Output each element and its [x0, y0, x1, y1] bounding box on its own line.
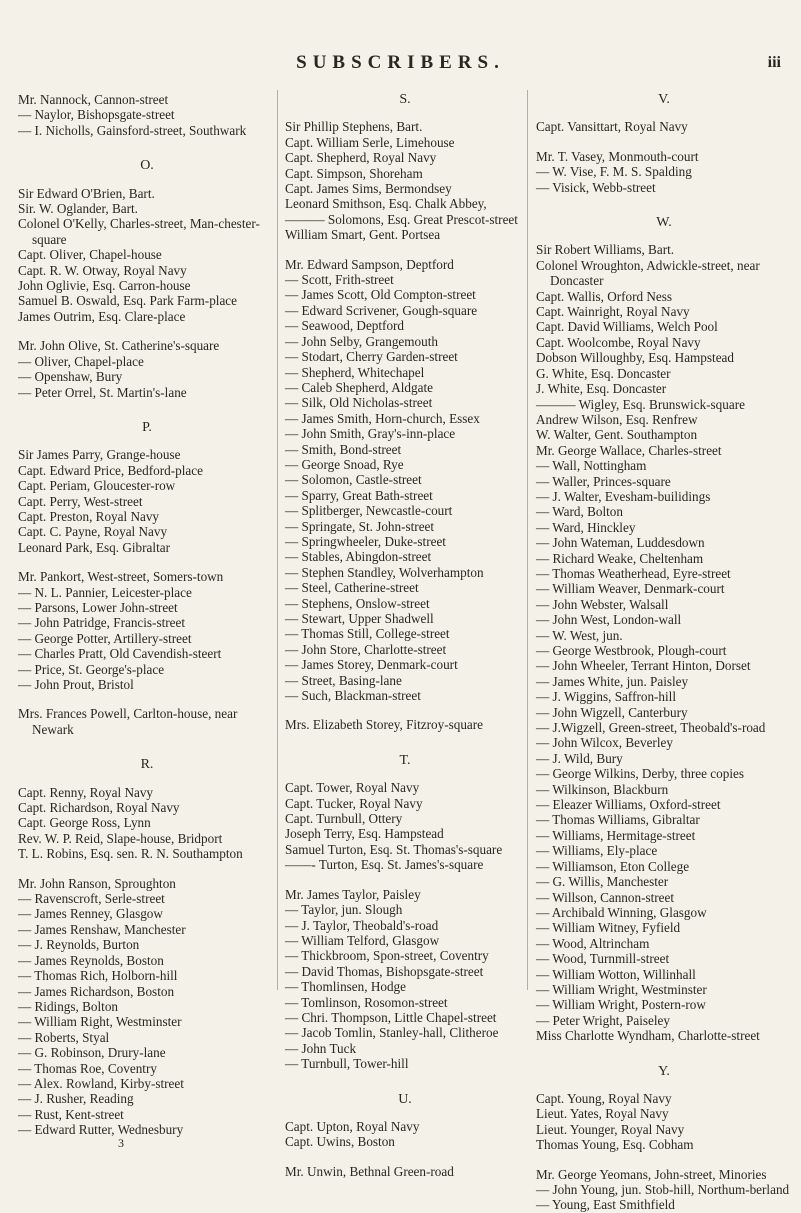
subscriber-entry: — George Snoad, Rye [285, 456, 404, 472]
subscriber-entry: Sir Edward O'Brien, Bart. [18, 185, 155, 201]
subscriber-entry: Capt. William Serle, Limehouse [285, 134, 455, 150]
subscriber-entry: Mrs. Elizabeth Storey, Fitzroy-square [285, 717, 484, 733]
subscriber-entry: — James White, jun. Paisley [536, 673, 689, 689]
subscriber-entry: — J. Taylor, Theobald's-road [285, 917, 439, 933]
subscriber-entry: — Sparry, Great Bath-street [285, 487, 433, 503]
entry-spacer [18, 862, 276, 876]
subscriber-entry: — J.Wigzell, Green-street, Theobald's-road [536, 720, 766, 736]
subscriber-entry: — Solomon, Castle-street [285, 472, 422, 488]
subscriber-entry: Capt. Tucker, Royal Navy [285, 795, 423, 811]
subscriber-entry: — Visick, Webb-street [536, 179, 656, 195]
subscriber-entry: — Taylor, jun. Slough [285, 902, 403, 918]
subscriber-entry: — Caleb Shepherd, Aldgate [285, 379, 433, 395]
subscriber-entry: T. L. Robins, Esq. sen. R. N. Southampton [18, 846, 243, 862]
section-letter: P. [142, 419, 152, 435]
subscriber-entry: — Willson, Cannon-street [536, 889, 675, 905]
subscriber-entry: — Charles Pratt, Old Cavendish-steert [18, 646, 222, 662]
subscriber-entry: — John Wheeler, Terrant Hinton, Dorset [536, 658, 751, 674]
subscriber-entry: — W. West, jun. [536, 627, 623, 643]
column-divider [277, 90, 278, 990]
entry-spacer [536, 1153, 792, 1167]
subscriber-entry: Capt. David Williams, Welch Pool [536, 319, 718, 335]
subscriber-entry: James Outrim, Esq. Clare-place [18, 308, 186, 324]
entry-spacer [18, 324, 276, 338]
subscriber-entry: — Peter Orrel, St. Martin's-lane [18, 384, 187, 400]
subscriber-entry: — Roberts, Styal [18, 1029, 110, 1045]
subscriber-entry: — Thomas Roe, Coventry [18, 1060, 157, 1076]
subscriber-entry: — John Patridge, Francis-street [18, 615, 186, 631]
page-number: iii [767, 54, 781, 71]
subscriber-entry: Mr. Unwin, Bethnal Green-road [285, 1163, 454, 1179]
subscriber-entry: — George Westbrook, Plough-court [536, 643, 727, 658]
subscriber-entry: — Edward Rutter, Wednesbury [18, 1122, 184, 1138]
subscriber-entry: — Ward, Hinckley [536, 519, 636, 535]
subscriber-entry: Capt. Shepherd, Royal Navy [285, 150, 437, 166]
subscriber-entry: — Stephens, Onslow-street [285, 595, 430, 611]
subscriber-entry: Mr. John Olive, St. Catherine's-square [18, 338, 220, 354]
subscriber-entry: — Wood, Altrincham [536, 935, 650, 951]
subscriber-entry: — J. Wiggins, Saffron-hill [536, 689, 677, 705]
subscriber-entry: — John Selby, Grangemouth [285, 333, 438, 349]
subscriber-entry: — J. Rusher, Reading [18, 1091, 134, 1107]
entry-spacer [285, 1150, 525, 1164]
subscriber-entry: — Scott, Frith-street [285, 272, 394, 288]
entry-spacer [285, 243, 525, 257]
subscriber-entry: J. White, Esq. Doncaster [536, 381, 667, 397]
subscriber-entry: — Splitberger, Newcastle-court [285, 503, 453, 519]
subscriber-entry: Leonard Park, Esq. Gibraltar [18, 539, 170, 555]
subscriber-entry: — William Weaver, Denmark-court [536, 581, 725, 597]
subscriber-entry: Capt. Renny, Royal Navy [18, 784, 154, 800]
subscriber-entry: — Wilkinson, Blackburn [536, 781, 669, 797]
page-header [0, 52, 801, 76]
subscriber-entry: — John Smith, Gray's-inn-place [285, 426, 456, 442]
subscriber-entry: Mr. Nannock, Cannon-street [18, 92, 169, 107]
subscriber-entry: — James Renney, Glasgow [18, 906, 163, 922]
letter-group [285, 1092, 525, 1180]
subscriber-entry: Sir Phillip Stephens, Bart. [285, 119, 423, 135]
subscriber-entry: — Thomas Weatherhead, Eyre-street [536, 565, 731, 581]
subscriber-entry: Samuel Turton, Esq. St. Thomas's-square [285, 841, 503, 857]
subscriber-entry: — John Webster, Walsall [536, 596, 669, 612]
subscriber-entry: Capt. Richardson, Royal Navy [18, 800, 180, 816]
subscriber-entry: — Young, East Smithfield [536, 1197, 675, 1213]
subscriber-entry: William Smart, Gent. Portsea [285, 227, 441, 243]
subscriber-entry: — Naylor, Bishopsgate-street [18, 107, 175, 123]
subscriber-entry: Colonel O'Kelly, Charles-street, Man-chester-square [18, 216, 260, 247]
subscriber-entry: ——- Turton, Esq. St. James's-square [285, 857, 484, 873]
subscriber-entry: — Archibald Winning, Glasgow [536, 904, 707, 920]
subscriber-entry: — Ravenscroft, Serle-street [18, 891, 165, 907]
letter-group [536, 215, 792, 1044]
subscriber-entry: — William Wright, Postern-row [536, 997, 706, 1013]
subscriber-entry: — Peter Wright, Paiseley [536, 1012, 671, 1028]
subscriber-entry: — Such, Blackman-street [285, 688, 421, 704]
subscriber-entry: Sir James Parry, Grange-house [18, 447, 181, 463]
subscriber-entry: — G. Willis, Manchester [536, 874, 669, 890]
subscriber-entry: — Steel, Catherine-street [285, 580, 419, 596]
section-letter: O. [140, 158, 154, 174]
letter-group [18, 92, 276, 138]
signature-mark: 3 [118, 1135, 124, 1150]
letter-group [285, 92, 525, 733]
subscriber-entry: — Wall, Nottingham [536, 458, 647, 474]
subscriber-entry: — John Store, Charlotte-street [285, 641, 447, 657]
subscriber-entry: Capt. Edward Price, Bedford-place [18, 462, 203, 478]
subscriber-entry: Capt. Woolcombe, Royal Navy [536, 334, 701, 350]
subscriber-entry: — Thomas Williams, Gibraltar [536, 812, 700, 828]
subscriber-entry: Capt. Upton, Royal Navy [285, 1118, 420, 1134]
subscriber-entry: Capt. Uwins, Boston [285, 1134, 395, 1150]
subscriber-column-1 [18, 92, 276, 1151]
letter-group [536, 1064, 792, 1213]
subscriber-entry: Mr. Edward Sampson, Deptford [285, 256, 454, 272]
section-letter: S. [399, 92, 411, 107]
subscriber-entry: — Oliver, Chapel-place [18, 353, 144, 369]
subscriber-entry: Dobson Willoughby, Esq. Hampstead [536, 350, 734, 366]
subscriber-entry: Samuel B. Oswald, Esq. Park Farm-place [18, 293, 238, 309]
subscriber-entry: — Richard Weake, Cheltenham [536, 550, 704, 566]
subscriber-entry: — Williams, Ely-place [536, 843, 658, 859]
subscriber-entry: W. Walter, Gent. Southampton [536, 427, 698, 443]
letter-group [536, 92, 792, 195]
subscriber-entry: — Alex. Rowland, Kirby-street [18, 1075, 184, 1091]
subscriber-entry: Capt. Tower, Royal Navy [285, 780, 420, 796]
subscriber-entry: Lieut. Yates, Royal Navy [536, 1106, 669, 1122]
subscriber-entry: — James Reynolds, Boston [18, 952, 164, 968]
subscriber-entry: Mr. Pankort, West-street, Somers-town [18, 569, 224, 585]
subscriber-entry: — Tomlinson, Rosomon-street [285, 994, 448, 1010]
subscriber-entry: — Williams, Hermitage-street [536, 827, 696, 843]
subscriber-entry: — James Richardson, Boston [18, 983, 175, 999]
subscriber-entry: — William Wright, Westminster [536, 981, 707, 997]
subscriber-entry: — Ridings, Bolton [18, 998, 119, 1014]
subscriber-entry: — James Storey, Denmark-court [285, 657, 458, 673]
subscriber-entry: Capt. James Sims, Bermondsey [285, 181, 452, 197]
section-letter: V. [658, 92, 670, 107]
subscriber-entry: — John Wateman, Luddesdown [536, 535, 705, 551]
subscriber-entry: Thomas Young, Esq. Cobham [536, 1137, 694, 1153]
entry-spacer [285, 873, 525, 887]
subscriber-entry: Capt. Simpson, Shoreham [285, 165, 423, 181]
subscriber-entry: — Springate, St. John-street [285, 518, 435, 534]
subscriber-entry: Capt. Perry, West-street [18, 493, 143, 509]
section-letter: R. [140, 757, 154, 773]
subscriber-entry: — John Young, jun. Stob-hill, Northum-berland [536, 1182, 790, 1197]
subscriber-entry: — Shepherd, Whitechapel [285, 364, 425, 380]
subscriber-entry: Colonel Wroughton, Adwickle-street, near Doncaster [536, 257, 760, 289]
subscriber-entry: — William Right, Westminster [18, 1014, 182, 1030]
entry-spacer [18, 692, 276, 706]
subscriber-entry: — Thomlinsen, Hodge [285, 979, 406, 995]
subscriber-entry: — J. Walter, Evesham-builidings [536, 488, 711, 504]
subscriber-entry: Joseph Terry, Esq. Hampstead [285, 826, 444, 842]
subscriber-entry: Capt. Turnbull, Ottery [285, 811, 403, 827]
subscriber-entry: — Parsons, Lower John-street [18, 599, 178, 615]
subscriber-entry: — David Thomas, Bishopsgate-street [285, 963, 484, 979]
subscriber-entry: — Williamson, Eton College [536, 858, 690, 874]
subscriber-entry: — William Wotton, Willinhall [536, 966, 696, 982]
subscriber-entry: Lieut. Younger, Royal Navy [536, 1121, 685, 1137]
subscriber-entry: — John Prout, Bristol [18, 677, 134, 692]
subscriber-entry: — Ward, Bolton [536, 504, 623, 520]
subscriber-entry: — J. Reynolds, Burton [18, 937, 140, 953]
subscriber-column-3 [536, 92, 792, 1213]
subscriber-entry: — George Wilkins, Derby, three copies [536, 766, 744, 782]
subscriber-entry: — I. Nicholls, Gainsford-street, Southwark [18, 122, 247, 138]
subscriber-entry: Mr. John Ranson, Sproughton [18, 875, 176, 891]
subscriber-entry: — Stodart, Cherry Garden-street [285, 349, 458, 365]
subscriber-entry: — James Scott, Old Compton-street [285, 287, 476, 303]
subscriber-entry: — William Witney, Fyfield [536, 920, 681, 936]
subscriber-entry: — Thomas Rich, Holborn-hill [18, 968, 178, 984]
subscriber-entry: Miss Charlotte Wyndham, Charlotte-street [536, 1028, 760, 1044]
subscriber-entry: — Stewart, Upper Shadwell [285, 611, 434, 626]
subscriber-entry: — John Wigzell, Canterbury [536, 704, 688, 720]
subscriber-entry: — Jacob Tomlin, Stanley-hall, Clitheroe [285, 1025, 499, 1041]
subscriber-entry: Mr. T. Vasey, Monmouth-court [536, 148, 699, 164]
subscriber-entry: Sir Robert Williams, Bart. [536, 242, 675, 258]
subscriber-entry: Capt. Young, Royal Navy [536, 1090, 672, 1106]
subscriber-entry: Andrew Wilson, Esq. Renfrew [536, 411, 698, 427]
section-letter: U. [398, 1091, 412, 1107]
subscriber-entry: Mrs. Frances Powell, Carlton-house, near Newark [18, 706, 238, 737]
subscriber-entry: — Seawood, Deptford [285, 318, 405, 334]
subscriber-entry: ——— Solomons, Esq. Great Prescot-street [285, 211, 518, 227]
subscriber-entry: — N. L. Pannier, Leicester-place [18, 584, 192, 600]
subscriber-entry: Leonard Smithson, Esq. Chalk Abbey, [285, 196, 487, 212]
subscriber-entry: — Stephen Standley, Wolverhampton [285, 564, 484, 580]
section-letter: T. [399, 752, 411, 768]
subscriber-entry: Mr. George Yeomans, John-street, Minories [536, 1166, 767, 1182]
subscriber-entry: — Rust, Kent-street [18, 1106, 124, 1122]
subscriber-entry: — Thomas Still, College-street [285, 626, 450, 642]
section-letter: W. [656, 215, 672, 231]
subscriber-entry: Capt. R. W. Otway, Royal Navy [18, 262, 187, 278]
entry-spacer [285, 703, 525, 717]
entry-spacer [536, 135, 792, 149]
subscriber-column-2 [285, 92, 525, 1179]
subscriber-entry: — Edward Scrivener, Gough-square [285, 302, 478, 318]
subscriber-entry: — John West, London-wall [536, 612, 682, 628]
subscriber-entry: — James Smith, Horn-church, Essex [285, 410, 480, 426]
subscriber-entry: — John Wilcox, Beverley [536, 735, 673, 751]
section-letter: Y. [658, 1063, 670, 1079]
subscriber-entry: ——— Wigley, Esq. Brunswick-square [536, 396, 745, 412]
column-divider [527, 90, 528, 990]
subscriber-entry: — Price, St. George's-place [18, 661, 165, 677]
subscriber-entry: Capt. Preston, Royal Navy [18, 508, 160, 524]
subscriber-entry: — G. Robinson, Drury-lane [18, 1045, 166, 1061]
subscriber-entry: Capt. Oliver, Chapel-house [18, 247, 162, 263]
entry-spacer [18, 555, 276, 569]
subscriber-entry: — J. Wild, Bury [536, 750, 623, 766]
subscriber-entry: — Silk, Old Nicholas-street [285, 395, 433, 411]
subscriber-entry: — Chri. Thompson, Little Chapel-street [285, 1009, 497, 1025]
letter-group [18, 757, 276, 1137]
subscriber-entry: Sir. W. Oglander, Bart. [18, 201, 138, 217]
subscriber-entry: — Street, Basing-lane [285, 672, 402, 688]
subscriber-entry: — Stables, Abingdon-street [285, 549, 432, 565]
running-head: SUBSCRIBERS. [296, 52, 505, 73]
subscriber-entry: — John Tuck [285, 1040, 357, 1056]
letter-group [18, 420, 276, 737]
subscriber-entry: Mr. George Wallace, Charles-street [536, 442, 722, 458]
letter-group [285, 753, 525, 1072]
subscriber-entry: Capt. Vansittart, Royal Navy [536, 119, 688, 135]
subscriber-entry: — Eleazer Williams, Oxford-street [536, 797, 721, 813]
subscriber-entry: Capt. Wallis, Orford Ness [536, 288, 673, 304]
subscriber-entry: Rev. W. P. Reid, Slape-house, Bridport [18, 830, 223, 846]
subscriber-entry: Capt. C. Payne, Royal Navy [18, 524, 168, 540]
subscriber-entry: G. White, Esq. Doncaster [536, 365, 671, 381]
subscriber-entry: — George Potter, Artillery-street [18, 630, 192, 646]
subscriber-entry: Capt. Periam, Gloucester-row [18, 478, 176, 494]
subscriber-entry: John Oglivie, Esq. Carron-house [18, 278, 191, 294]
subscriber-entry: — Springwheeler, Duke-street [285, 533, 446, 549]
subscriber-entry: — Smith, Bond-street [285, 441, 402, 457]
subscriber-entry: — Thickbroom, Spon-street, Coventry [285, 948, 489, 964]
subscriber-entry: Capt. George Ross, Lynn [18, 815, 151, 831]
subscriber-entry: — James Renshaw, Manchester [18, 921, 186, 937]
subscriber-entry: — William Telford, Glasgow [285, 932, 440, 948]
subscriber-entry: Capt. Wainright, Royal Navy [536, 304, 690, 320]
subscriber-entry: Mr. James Taylor, Paisley [285, 886, 421, 902]
letter-group [18, 158, 276, 400]
subscriber-entry: — Waller, Princes-square [536, 473, 671, 489]
subscriber-entry: — Wood, Turnmill-street [536, 951, 670, 967]
subscriber-entry: — Openshaw, Bury [18, 369, 123, 385]
subscriber-entry: — W. Vise, F. M. S. Spalding [536, 164, 692, 180]
subscriber-entry: — Turnbull, Tower-hill [285, 1056, 409, 1072]
